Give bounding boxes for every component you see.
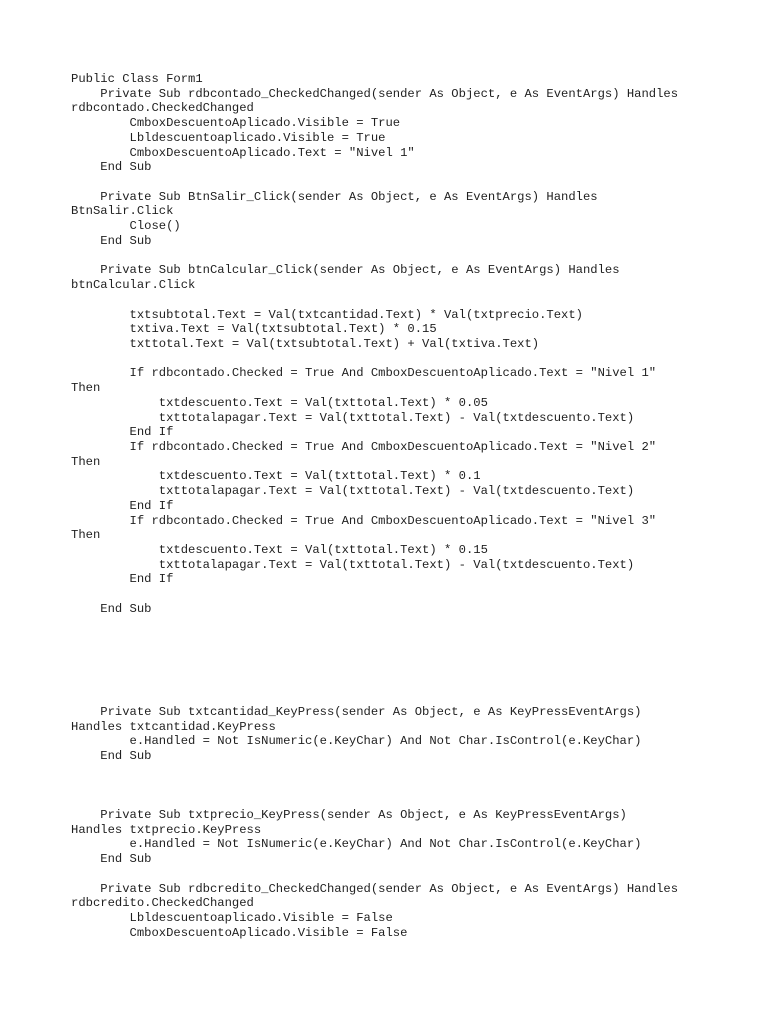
code-line: End Sub (71, 852, 152, 867)
code-line: Public Class Form1 (71, 72, 203, 86)
code-line: Private Sub rdbcredito_CheckedChanged(sender As Object, e As EventArgs) Handles (71, 881, 679, 896)
blank-line (71, 793, 761, 808)
code-line: Private Sub txtcantidad_KeyPress(sender As Object, e As KeyPressEventArgs) (71, 704, 642, 719)
code-line: Then (71, 381, 101, 396)
code-line: Handles txtprecio.KeyPress (71, 822, 262, 837)
blank-line (71, 249, 761, 264)
blank-line (71, 867, 761, 882)
code-line: txttotal.Text = Val(txtsubtotal.Text) + Val(txtiva.Text) (71, 336, 540, 351)
code-line: CmboxDescuentoAplicado.Visible = False (71, 925, 408, 940)
code-line: End Sub (71, 601, 152, 616)
blank-line (71, 617, 761, 632)
code-line: End Sub (71, 749, 152, 764)
code-line: txttotalapagar.Text = Val(txttotal.Text) - Val(txtdescuento.Text) (71, 484, 635, 499)
blank-line (71, 646, 761, 661)
code-line: rdbcontado.CheckedChanged (71, 101, 254, 116)
code-line: Close() (71, 219, 181, 234)
code-line: txtdescuento.Text = Val(txttotal.Text) * 0.05 (71, 395, 488, 410)
code-line: End If (71, 425, 174, 440)
code-line: txtdescuento.Text = Val(txttotal.Text) * 0.1 (71, 469, 481, 484)
code-line: Handles txtcantidad.KeyPress (71, 719, 276, 734)
code-line: txttotalapagar.Text = Val(txttotal.Text) - Val(txtdescuento.Text) (71, 410, 635, 425)
code-line: e.Handled = Not IsNumeric(e.KeyChar) And Not Char.IsControl(e.KeyChar) (71, 837, 642, 852)
blank-line (71, 587, 761, 602)
code-line: Lbldescuentoaplicado.Visible = True (71, 130, 386, 145)
blank-line (71, 352, 761, 367)
code-line: CmboxDescuentoAplicado.Visible = True (71, 116, 401, 131)
code-line: If rdbcontado.Checked = True And CmboxDescuentoAplicado.Text = "Nivel 2" (71, 439, 657, 454)
code-listing (71, 72, 761, 940)
code-line: Then (71, 528, 101, 543)
code-line: End If (71, 572, 174, 587)
code-line: txtdescuento.Text = Val(txttotal.Text) * 0.15 (71, 543, 488, 557)
code-line: End If (71, 498, 174, 513)
blank-line (71, 175, 761, 190)
code-line: BtnSalir.Click (71, 204, 174, 219)
code-line: txtiva.Text = Val(txtsubtotal.Text) * 0.15 (71, 322, 437, 337)
code-line: e.Handled = Not IsNumeric(e.KeyChar) And Not Char.IsControl(e.KeyChar) (71, 734, 642, 749)
code-line: Lbldescuentoaplicado.Visible = False (71, 910, 393, 925)
blank-line (71, 764, 761, 779)
blank-line (71, 690, 761, 705)
blank-line (71, 779, 761, 794)
code-line: End Sub (71, 160, 152, 175)
code-line: Then (71, 454, 101, 469)
blank-line (71, 675, 761, 690)
code-line: Private Sub btnCalcular_Click(sender As Object, e As EventArgs) Handles (71, 263, 620, 278)
code-line: CmboxDescuentoAplicado.Text = "Nivel 1" (71, 145, 415, 160)
code-line: If rdbcontado.Checked = True And CmboxDescuentoAplicado.Text = "Nivel 3" (71, 513, 657, 528)
code-line: rdbcredito.CheckedChanged (71, 896, 254, 911)
code-line: End Sub (71, 233, 152, 248)
code-line: Private Sub txtprecio_KeyPress(sender As Object, e As KeyPressEventArgs) (71, 807, 627, 822)
code-line: Private Sub rdbcontado_CheckedChanged(sender As Object, e As EventArgs) Handles (71, 86, 679, 101)
code-line: If rdbcontado.Checked = True And CmboxDescuentoAplicado.Text = "Nivel 1" (71, 366, 657, 381)
code-line: txtsubtotal.Text = Val(txtcantidad.Text) * Val(txtprecio.Text) (71, 307, 583, 322)
code-line: txttotalapagar.Text = Val(txttotal.Text) - Val(txtdescuento.Text) (71, 557, 635, 572)
blank-line (71, 293, 761, 308)
blank-line (71, 631, 761, 646)
code-line: Private Sub BtnSalir_Click(sender As Object, e As EventArgs) Handles (71, 189, 598, 204)
code-line: btnCalcular.Click (71, 278, 196, 293)
blank-line (71, 661, 761, 676)
